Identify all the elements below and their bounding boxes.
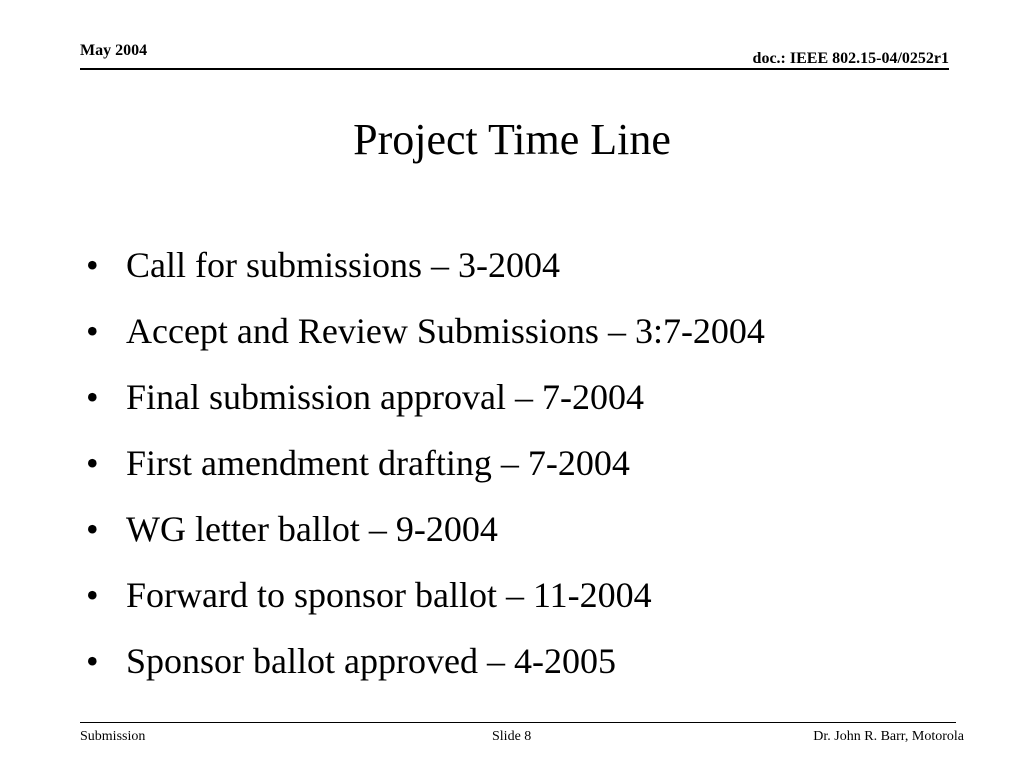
bullet-item <box>86 628 765 694</box>
bullet-item <box>86 364 765 430</box>
header-date: May 2004 <box>80 42 148 59</box>
bullet-text: Final submission approval – 7-2004 <box>126 377 644 417</box>
bullet-icon: • <box>86 245 99 285</box>
footer-divider <box>80 722 956 723</box>
bullet-text: Accept and Review Submissions – 3:7-2004 <box>126 311 765 351</box>
bullet-list <box>86 232 765 694</box>
footer-author: Dr. John R. Barr, Motorola <box>813 729 964 744</box>
bullet-text: Sponsor ballot approved – 4-2005 <box>126 641 616 681</box>
bullet-text: Call for submissions – 3-2004 <box>126 245 561 285</box>
bullet-icon: • <box>86 641 99 681</box>
bullet-item <box>86 496 765 562</box>
slide-title: Project Time Line <box>353 115 671 164</box>
footer-slide-number: Slide 8 <box>492 729 532 744</box>
bullet-icon: • <box>86 377 99 417</box>
bullet-text: WG letter ballot – 9-2004 <box>126 509 498 549</box>
bullet-item <box>86 430 765 496</box>
bullet-text: First amendment drafting – 7-2004 <box>126 443 630 483</box>
bullet-item <box>86 562 765 628</box>
bullet-icon: • <box>86 509 99 549</box>
bullet-icon: • <box>86 311 99 351</box>
bullet-icon: • <box>86 575 99 615</box>
footer-submission-label: Submission <box>80 729 146 744</box>
header-doc-id: doc.: IEEE 802.15-04/0252r1 <box>752 50 949 67</box>
bullet-item <box>86 232 765 298</box>
bullet-text: Forward to sponsor ballot – 11-2004 <box>126 575 652 615</box>
bullet-item <box>86 298 765 364</box>
header-divider <box>80 68 949 70</box>
bullet-icon: • <box>86 443 99 483</box>
